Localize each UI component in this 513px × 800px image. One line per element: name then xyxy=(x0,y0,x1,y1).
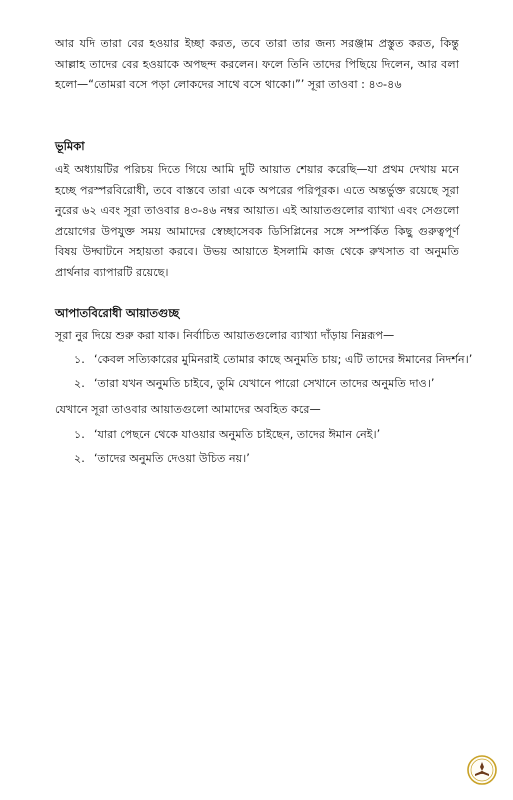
list-item-number: ২. xyxy=(74,452,85,465)
list-item-number: ১. xyxy=(74,353,85,366)
introduction-paragraph: এই অধ্যায়টির পরিচয় দিতে গিয়ে আমি দুটি আয়াত শেয়ার করেছি—যা প্রথম দেখায় মনে হচ্ছে পরস্পরবিরোধী, তবে বাস্তবে তারা একে অপরের পরিপূরক। এতে অন্তর্ভুক্ত রয়েছে সূরা নুরের ৬২ এবং সূরা তাওবার ৪৩-৪৬ নম্বর আয়াত। এই আয়াতগুলোর ব্যাখ্যা এবং সেগুলো প্রয়োগের উপযুক্ত সময় আমাদের স্বেচ্ছাসেবক ডিসিপ্লিনের সঙ্গে সম্পর্কিত কিছু গুরুত্বপূর্ণ বিষয় উদ্ঘাটনে সহায়তা করবে। উভয় আয়াতে ইসলামি কাজ থেকে রুখসাত বা অনুমতি প্রার্থনার ব্যাপারটি রয়েছে। xyxy=(55,163,459,279)
list-item xyxy=(74,450,250,468)
section-heading-contradictory-verses: আপাতবিরোধী আয়াতগুচ্ছ xyxy=(55,306,180,320)
list-item xyxy=(74,351,472,369)
list-item-text: ‘যারা পেছনে থেকে যাওয়ার অনুমতি চাইছেন, তাদের ঈমান নেই।’ xyxy=(94,428,381,441)
list-item xyxy=(74,426,380,444)
list-item-text: ‘তারা যখন অনুমতি চাইবে, তুমি যেখানে পারো সেখানে তাদের অনুমতি দাও।’ xyxy=(94,377,435,390)
publisher-logo-icon xyxy=(466,754,498,786)
list-item-number: ২. xyxy=(74,377,85,390)
surah-tawbah-lead-text: যেখানে সূরা তাওবার আয়াতগুলো আমাদের অবহিত করে— xyxy=(55,403,321,416)
list-item-text: ‘তাদের অনুমতি দেওয়া উচিত নয়।’ xyxy=(94,452,250,465)
list-item xyxy=(74,375,434,393)
intro-paragraph: আর যদি তারা বের হওয়ার ইচ্ছা করত, তবে তারা তার জন্য সরঞ্জাম প্রস্তুত করত, কিন্তু আল্লাহ তাদের বের হওয়াকে অপছন্দ করলেন। ফলে তিনি তাদের পিছিয়ে দিলেন, আর বলা হলো—“তোমরা বসে পড়া লোকদের সাথে বসে থাকো।”’ সূরা তাওবা : ৪৩-৪৬ xyxy=(55,37,459,91)
section-heading-introduction: ভূমিকা xyxy=(55,139,85,153)
list-item-text: ‘কেবল সত্যিকারের মুমিনরাই তোমার কাছে অনুমতি চায়; এটি তাদের ঈমানের নিদর্শন।’ xyxy=(94,353,473,366)
surah-nur-lead-text: সূরা নুর দিয়ে শুরু করা যাক। নির্বাচিত আয়াতগুলোর ব্যাখ্যা দাঁড়ায় নিম্নরূপ— xyxy=(55,329,395,342)
list-item-number: ১. xyxy=(74,428,85,441)
